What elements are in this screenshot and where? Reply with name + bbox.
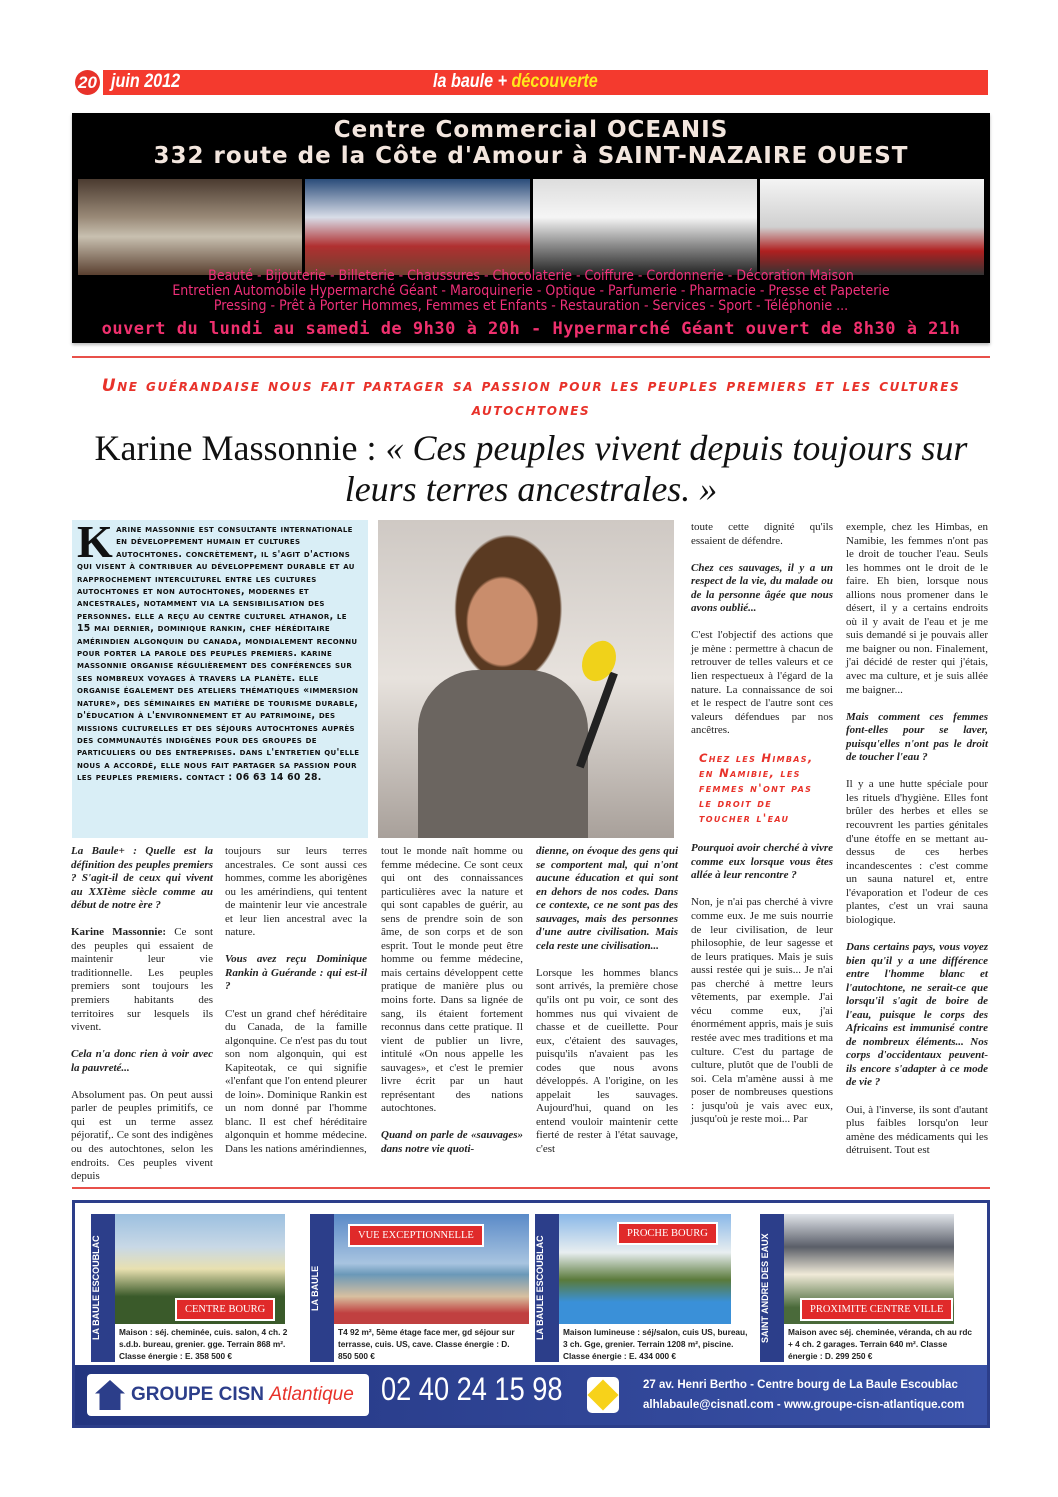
listing-description: Maison avec séj. cheminée, véranda, ch au rdc + 4 ch. 2 garages. Terrain 640 m². Classe énergie : D. 299 250 € xyxy=(788,1327,972,1361)
article-title xyxy=(72,428,990,510)
interview-question xyxy=(846,711,988,765)
section-title xyxy=(433,71,598,93)
paragraph-text: Oui, à l'inverse, ils sont d'autant plus faibles lorsqu'on leur amène des médicaments qui les détruisent. Tout est xyxy=(846,1103,988,1157)
paragraph-text: Il y a une hutte spéciale pour les rituels d'hygiène. Elles font brûler des herbes et elles se recouvrent les parties génitales d'une étoffe en se mettant au-dessus de ces herbes incandescentes : c'est comme un sauna naturel et, entre l'évaporation et l'odeur de ces plantes, c'est un vrai sauna biologique. xyxy=(846,778,988,926)
interview-question xyxy=(691,562,833,616)
speaker-label: Karine Massonnie: xyxy=(71,926,175,939)
article-kicker: Une guérandaise nous fait partager sa passion pour les peuples premiers et les cultures autochtones xyxy=(101,376,961,420)
interview-question xyxy=(691,842,833,883)
advert-footer xyxy=(75,1365,987,1425)
advert-title: Centre Commercial OCEANIS xyxy=(333,117,729,143)
agency-contact xyxy=(643,1375,964,1415)
article-column xyxy=(71,845,213,1197)
divider xyxy=(72,356,990,358)
drop-cap: K xyxy=(77,516,114,567)
title-name: Karine Massonnie : xyxy=(94,428,386,468)
speaker-label: La Baule+ : xyxy=(71,845,146,857)
interview-question xyxy=(71,1048,213,1075)
pull-quote xyxy=(691,751,833,826)
paragraph-text: Quelle est la définition des peuples premiers ? S'agit-il de ceux qui vivent au XXIème siècle comme au début de notre ère ? xyxy=(71,845,213,912)
interview-answer xyxy=(846,521,988,697)
interview-answer xyxy=(71,926,213,1034)
interview-answer xyxy=(691,629,833,737)
interview-answer xyxy=(381,845,523,1116)
title-quote: « Ces peuples vivent depuis toujours sur leurs terres ancestrales. » xyxy=(344,428,968,509)
listing-tag: PROCHE BOURG xyxy=(617,1222,718,1245)
paragraph-text: Mais comment ces femmes font-elles pour se laver, puisqu'elles n'ont pas le droit de toucher l'eau ? xyxy=(846,710,988,764)
interview-answer xyxy=(846,1104,988,1158)
interview-answer xyxy=(536,967,678,1157)
article-column xyxy=(536,845,678,1170)
advert-address: 332 route de la Côte d'Amour à SAINT-NAZAIRE OUEST xyxy=(153,143,909,169)
listing xyxy=(760,1214,975,1362)
paragraph-text: Quand on parle de «sauvages» dans notre vie quoti- xyxy=(381,1129,523,1156)
paragraph-text: exemple, chez les Himbas, en Namibie, les femmes n'ont pas le droit de toucher l'eau. Seuls les hommes ont le droit de le faire. Eh bien, lorsque nous allions nous promener dans le désert, il y a certains endroits où il y avait de l'eau et je me suis demandé si je pouvais aller me baigner ou non. Finalement, j'ai décidé de rester qui j'étais, avec ma culture, et je suis allée me baigner... xyxy=(846,521,988,696)
listing xyxy=(310,1214,525,1362)
issue-date: juin 2012 xyxy=(111,71,181,92)
photo-figure xyxy=(418,670,588,838)
interview-question xyxy=(846,941,988,1090)
interview-answer xyxy=(691,896,833,1126)
article-column xyxy=(225,845,367,1170)
storefront-photo xyxy=(760,179,984,275)
portrait-photo xyxy=(378,520,674,838)
paragraph-text: C'est l'objectif des actions que je mène : permettre à chacun de retrouver de telles valeurs et ce lien respectueux à l'égard de la nature. La connaissance de soi et le respect de l'autre sont ces valeurs défendues par nos ancêtres. xyxy=(691,629,833,737)
article-intro xyxy=(72,516,368,838)
oceanis-advert xyxy=(72,113,990,343)
house-icon xyxy=(95,1380,125,1410)
divider xyxy=(72,1187,990,1189)
opening-hours: ouvert du lundi au samedi de 9h30 à 20h - Hypermarché Géant ouvert de 8h30 à 21h xyxy=(101,319,961,339)
listing-location: LA BAULE xyxy=(310,1214,334,1362)
paragraph-text: Cela n'a donc rien à voir avec la pauvreté... xyxy=(71,1048,213,1074)
section-subname: découverte xyxy=(511,71,598,92)
storefront-photo xyxy=(533,179,757,275)
listing-tag: CENTRE BOURG xyxy=(175,1298,275,1321)
paragraph-text: Vous avez reçu Dominique Rankin à Guérande : qui est-il ? xyxy=(225,953,367,993)
section-name: la baule + xyxy=(433,71,512,92)
listing-location: SAINT ANDRE DES EAUX xyxy=(760,1214,784,1362)
agency-address: 27 av. Henri Bertho - Centre bourg de La Baule Escoublac xyxy=(643,1379,958,1391)
services-line: Pressing - Prêt à Porter Hommes, Femmes et Enfants - Restauration - Services - Sport - Téléphonie ... xyxy=(213,298,849,314)
interview-answer xyxy=(225,845,367,940)
listing-tag: PROXIMITE CENTRE VILLE xyxy=(800,1298,953,1321)
listing-description: Maison lumineuse : séj/salon, cuis US, bureau, 3 ch. Gge, grenier. Terrain 1208 m², piscine. Classe énergie : E. 434 000 € xyxy=(563,1327,748,1361)
interview-answer xyxy=(691,521,833,548)
page-number: 20 xyxy=(75,70,100,95)
storefront-photos xyxy=(78,179,984,275)
paragraph-text: C'est un grand chef héréditaire du Canada, de la famille algonquine. Ce n'est pas du tout son nom algonquin, qui est Kapiteotak, ce qui signifie «l'enfant que l'on entend pleurer de loin». Dominique Rankin est un nom donné par l'homme blanc. Il est chef héréditaire algonquin et homme médecine. Dans les nations amérindiennes, xyxy=(225,1007,367,1156)
services-line: Beauté - Bijouterie - Billeterie - Chaussures - Chocolaterie - Coiffure - Cordonnerie - Décoration Maison xyxy=(208,268,854,284)
listing-location: LA BAULE ESCOUBLAC xyxy=(535,1214,559,1362)
fnaim-logo-icon xyxy=(587,1377,619,1413)
phone-number[interactable]: 02 40 24 15 98 xyxy=(381,1371,563,1407)
interview-answer xyxy=(71,1089,213,1184)
paragraph-text: tout le monde naît homme ou femme médecine. Ce sont ceux qui ont des connaissances particulières avec la nature et qui sont capables de guérir, au sens de prendre soin de son âme, de son corps et de son esprit. Tout le monde peut être homme ou femme médecine, mais certains développent cette pratique de manière plus ou moins forte. Dans sa lignée de sang, ils étaient fortement reconnus dans cette pratique. Il vient de publier un livre, intitulé «On nous appelle les sauvages», et c'est le premier livre écrit par un haut représentant des nations autochtones. xyxy=(381,845,523,1115)
cisn-advert xyxy=(72,1200,990,1428)
interview-question xyxy=(225,953,367,994)
paragraph-text: Pourquoi avoir cherché à vivre comme eux lorsque vous êtes allée à leur rencontre ? xyxy=(691,842,833,882)
listing-tag: VUE EXCEPTIONNELLE xyxy=(348,1224,484,1247)
interview-answer xyxy=(846,778,988,927)
listing-location: LA BAULE ESCOUBLAC xyxy=(91,1214,115,1362)
interview-question xyxy=(536,845,678,953)
interview-answer xyxy=(225,1008,367,1157)
header-bar xyxy=(103,70,988,95)
storefront-photo xyxy=(78,179,302,275)
page-header xyxy=(75,70,988,96)
listing-description: T4 92 m², 5ème étage face mer, gd séjour sur terrasse, cuis. US, cave. Classe énergie : D. 850 500 € xyxy=(338,1327,515,1361)
paragraph-text: Non, je n'ai pas cherché à vivre comme eux. Je me suis nourrie de leur civilisation, de leur philosophie, de leur sagesse et de leurs pratiques. Mais je suis aussi restée qui je suis... Je n'ai pas cherché à mettre leurs vêtements, par exemple. J'ai vécu comme eux, j'ai énormément appris, mais je suis restée avec mes traditions et ma culture. C'est du partage de culture, plutôt que de l'oubli de soi. Cela m'amène aussi à me poser de nombreuses questions : jusqu'où je vais avec eux, jusqu'où je reste moi... Par xyxy=(691,896,833,1126)
paragraph-text: dienne, on évoque des gens qui se comportent mal, qui n'ont aucune éducation et qui sont en dehors de nos codes. Dans ce contexte, ce ne sont pas des sauvages, mais des personnes d'une autre civilisation. Mais cela reste une civilisation... xyxy=(536,845,678,952)
interview-question xyxy=(71,845,213,913)
article-column xyxy=(691,521,833,1140)
paragraph-text: Lorsque les hommes blancs sont arrivés, la première chose qu'ils ont pu voir, ce sont des hommes nus qui vivaient de chasse et de cueillette. Pour eux, c'étaient des sauvages, puisqu'ils n'avaient pas les codes que nous avons développés. A l'origine, on les appelait les sauvages. Aujourd'hui, quand on les entend vouloir maintenir cette fierté de rester à l'état sauvage, c'est xyxy=(536,966,678,1156)
listing-description: Maison : séj. cheminée, cuis. salon, 4 ch. 2 s.d.b. bureau, grenier. gge. Terrain 868 m². Classe énergie : E. 358 500 € xyxy=(119,1327,288,1361)
article-column xyxy=(381,845,523,1170)
paragraph-text: Ce sont des peuples qui essaient de maintenir leur vie traditionnelle. Les peuples premiers sont toujours les premiers habitants des territoires sur lesquels ils vivent. xyxy=(71,926,213,1034)
listing xyxy=(91,1214,306,1362)
paragraph-text: Chez ces sauvages, il y a un respect de la vie, du malade ou de la personne âgée que nous avons oublié... xyxy=(691,561,833,615)
paragraph-text: toujours sur leurs terres ancestrales. Ce sont aussi ces hommes, comme les aborigènes ou les amérindiens, qui tentent de maintenir leur vie ancestrale et leur lien ancestral avec la nature. xyxy=(225,845,367,939)
paragraph-text: toute cette dignité qu'ils essaient de défendre. xyxy=(691,521,833,547)
interview-question xyxy=(381,1129,523,1156)
paragraph-text: Dans certains pays, vous voyez bien qu'il y a une différence entre l'homme blanc et l'autochtone, ne serait-ce que lorsqu'il s'agit de boire de l'eau, puisque le corps des Africains est immunisé contre de nombreux éléments... Nos corps d'occidentaux peuvent-ils encore s'adapter à ce mode de vie ? xyxy=(846,940,988,1089)
brand-name: GROUPE CISN xyxy=(131,1384,270,1405)
paragraph-text: Chez les Himbas, en Namibie, les femmes n'ont pas le droit de toucher l'eau xyxy=(699,751,814,826)
article-column xyxy=(846,521,988,1171)
services-line: Entretien Automobile Hypermarché Géant - Maroquinerie - Optique - Parfumerie - Pharmacie - Presse et Papeterie xyxy=(172,283,890,299)
listing xyxy=(535,1214,750,1362)
paragraph-text: Absolument pas. On peut aussi parler de peuples primitifs, ce qui est un terme assez péjoratif,. Ce sont des indigènes ou des autochtones, selon les endroits. Ces peuples vivent depuis xyxy=(71,1088,213,1183)
agency-web[interactable]: alhlabaule@cisnatl.com - www.groupe-cisn-atlantique.com xyxy=(643,1399,965,1411)
brand-accent: Atlantique xyxy=(269,1384,354,1405)
cisn-logo xyxy=(87,1374,369,1416)
intro-text: arine massonnie est consultante internationale en développement humain et cultures autochtones. concrètement, il s'agit d'actions qui visent à contribuer au développement durable et au rapprochement interculturel entre les cultures autochtones et non autochtones, modernes et ancestrales, notamment via la sensibilisation des personnes. elle a reçu au centre culturel athanor, le 15 mai dernier, dominique rankin, chef héréditaire amérindien algonquin du canada, mondialement reconnu pour porter la parole des peuples premiers. karine massonnie organise régulièrement des conférences sur ses nombreux voyages à travers la planète. elle organise également des ateliers thématiques «immersion nature», des séminaires en matière de tourisme durable, d'éducation à l'environnement et au patrimoine, des missions culturelles et des séjours autochtones auprès des communautés indigènes pour des groupes de particuliers ou des entreprises. dans l'entretien qu'elle nous a accordé, elle nous fait partager sa passion pour les peuples premiers. contact : 06 63 14 60 28. xyxy=(77,524,360,784)
storefront-photo xyxy=(305,179,529,275)
